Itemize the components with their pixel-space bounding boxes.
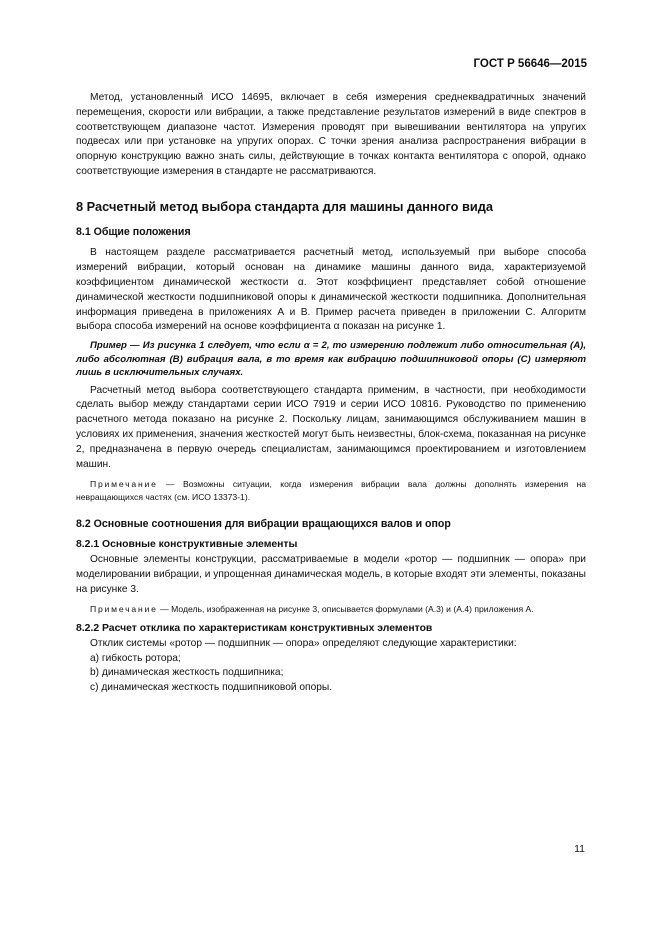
note-2-text: — Модель, изображенная на рисунке 3, описывается формулами (А.3) и (А.4) приложения А.	[157, 604, 534, 615]
section-8-1-paragraph-2: Расчетный метод выбора соответствующего стандарта применим, в частности, при необходимости сделать выбор между стандартами серии ИСО 7919 и серии ИСО 10816. Руководство по применению расчетного метода показано на рисунке 2. Поскольку лицам, занимающимся обслуживанием машин в условиях их применения, значения жесткостей могут быть неизвестны, блок-схема, показанная на рисунке 2, предназначена в первую очередь специалистам, занимающимся проектированием и изготовлением машин.	[76, 384, 586, 470]
example-paragraph: Пример — Из рисунка 1 следует, что если α = 2, то измерению подлежит либо относительная (A), либо абсолютная (B) вибрация вала, в то время как вибрацию подшипниковой опоры (C) измеряют лишь в исключительных случаях.	[76, 340, 586, 379]
section-8-2-2-paragraph: Отклик системы «ротор — подшипник — опора» определяют следующие характеристики:	[90, 637, 517, 649]
note-1-text: — Возможны ситуации, когда измерения вибрации вала должны дополнять измерения на невращающихся частях (см. ИСО 13373-1).	[76, 479, 586, 502]
note-1	[76, 478, 586, 503]
list-item: с) динамическая жесткость подшипниковой опоры.	[90, 682, 333, 694]
section-8-2-1-paragraph: Основные элементы конструкции, рассматриваемые в модели «ротор — подшипник — опора» при моделировании вибрации, и упрощенная динамическая модель, в которые входят эти элементы, показаны на рисунке 3.	[76, 554, 586, 595]
note-1-label: Примечание	[90, 479, 158, 490]
section-8-2-2-title: 8.2.2 Расчет отклика по характеристикам конструктивных элементов	[76, 622, 433, 634]
section-8-title: 8 Расчетный метод выбора стандарта для машины данного вида	[76, 198, 494, 214]
section-8-2-1-title: 8.2.1 Основные конструктивные элементы	[76, 539, 298, 551]
list-item: а) гибкость ротора;	[90, 652, 181, 664]
page-number: 11	[574, 843, 585, 855]
document-code: ГОСТ Р 56646—2015	[473, 58, 587, 70]
note-2	[76, 603, 586, 616]
intro-paragraph: Метод, установленный ИСО 14695, включает в себя измерения среднеквадратичных значений перемещения, скорости или вибрации, а также представление результатов измерений в виде спектров в соответствующем диапазоне частот. Измерения проводят при вывешивании вентилятора на упругих подвесах или при установке на упругих опорах. С точки зрения анализа распространения вибрации в опорную конструкцию важно знать силы, действующие в точках контакта вентилятора с опорой, однако соответствующие измерения в стандарте не рассматриваются.	[76, 92, 586, 177]
section-8-1-paragraph-1: В настоящем разделе рассматривается расчетный метод, используемый при выборе способа измерений вибрации, который основан на динамике машины данного вида, характеризуемой коэффициентом динамической жесткости α. Этот коэффициент представляет собой отношение динамической жесткости подшипниковой опоры к динамической жесткости подшипника. Дополнительная информация приведена в приложениях А и В. Пример расчета приведен в приложении С. Алгоритм выбора способа измерений на основе коэффициента α показан на рисунке 1.	[76, 247, 586, 333]
page-body	[76, 91, 586, 696]
section-8-1-title: 8.1 Общие положения	[76, 225, 191, 238]
list-item: b) динамическая жесткость подшипника;	[90, 667, 284, 679]
section-8-2-title: 8.2 Основные соотношения для вибрации вращающихся валов и опор	[76, 518, 451, 531]
note-2-label: Примечание	[90, 604, 158, 615]
